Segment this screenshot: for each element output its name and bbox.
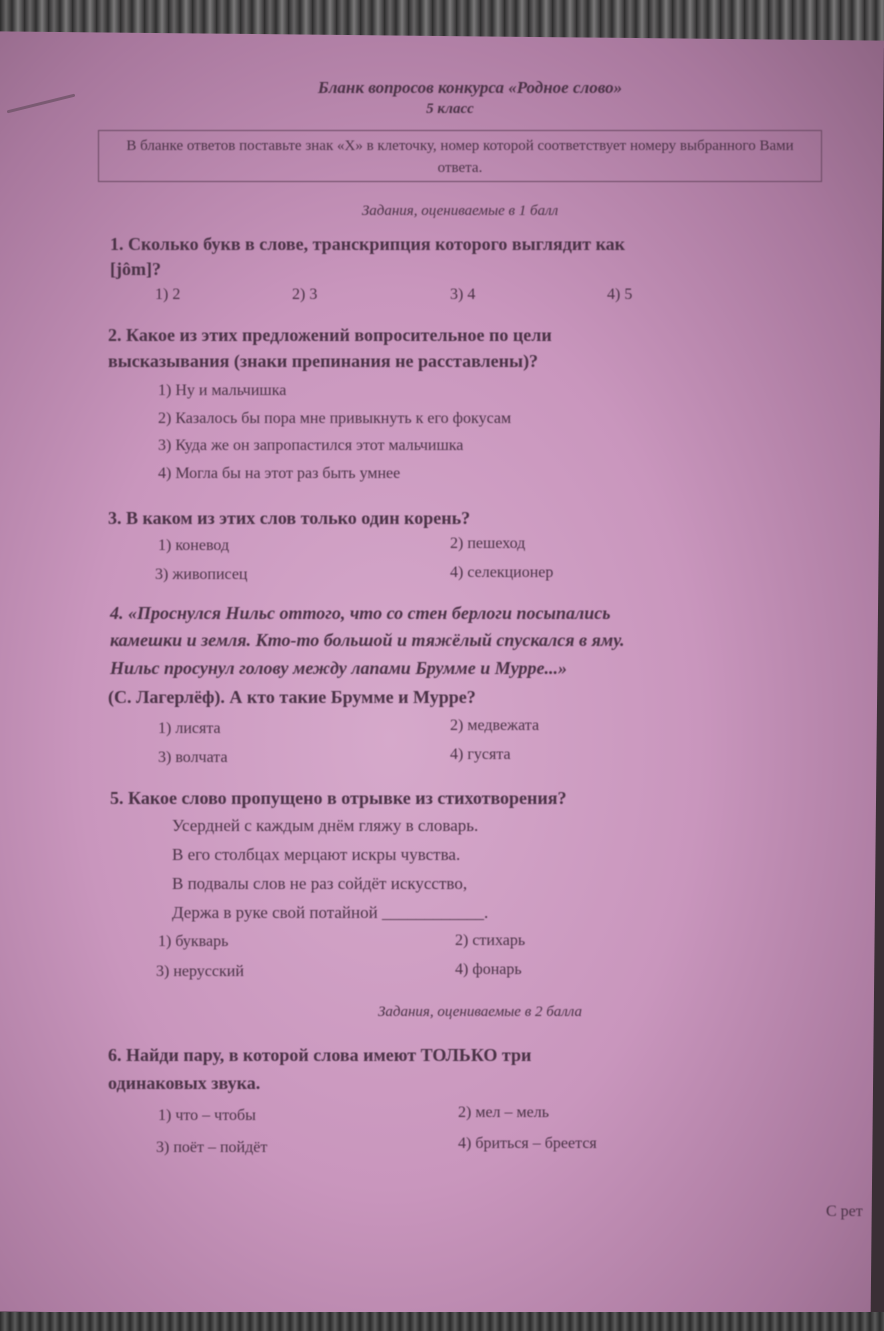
poem-line-4: Держа в руке свой потайной ____________. — [172, 903, 489, 922]
question-2-line2: высказывания (знаки препинания не расставлены)? — [108, 351, 539, 371]
grade-label: 5 класс — [426, 101, 474, 117]
section-2-label: Задания, оцениваемые в 2 балла — [377, 1004, 583, 1020]
section-1-label: Задания, оцениваемые в 1 балл — [361, 203, 559, 219]
q6-option-2: 2) мел – мель — [458, 1104, 550, 1121]
q3-option-3: 3) живописец — [155, 566, 248, 583]
poem-line-1: Усердней с каждым днём гляжу в словарь. — [172, 816, 479, 835]
instruction-box: В бланке ответов поставьте знак «Х» в клеточку, номер которой соответствует номеру выбранного Вами ответа. — [98, 130, 822, 182]
q1-option-3: 3) 4 — [450, 286, 476, 303]
q1-option-1: 1) 2 — [155, 286, 181, 303]
q4-option-3: 3) волчата — [158, 749, 228, 766]
question-3: 3. В каком из этих слов только один корень? — [108, 508, 471, 528]
q4-option-1: 1) лисята — [158, 720, 221, 737]
q3-option-1: 1) коневод — [158, 537, 230, 554]
q4-option-4: 4) гусята — [450, 746, 511, 763]
q5-option-4: 4) фонарь — [455, 961, 522, 978]
question-6-line1: 6. Найди пару, в которой слова имеют ТОЛЬКО три — [108, 1045, 532, 1065]
q2-option-2: 2) Казалось бы пора мне привыкнуть к его фокусам — [158, 410, 512, 427]
q3-option-2: 2) пешеход — [450, 535, 526, 552]
question-4-line3: Нильс просунул голову между лапами Брумме и Мурре...» — [110, 658, 567, 678]
q6-option-4: 4) бриться – бреется — [458, 1135, 597, 1152]
question-5: 5. Какое слово пропущено в отрывке из стихотворения? — [110, 788, 567, 808]
q6-option-1: 1) что – чтобы — [158, 1107, 256, 1124]
q5-option-2: 2) стихарь — [455, 932, 526, 949]
q3-option-4: 4) селекционер — [450, 564, 554, 581]
question-4-line1: 4. «Проснулся Нильс оттого, что со стен берлоги посыпались — [110, 603, 611, 623]
question-2-line1: 2. Какое из этих предложений вопросительное по цели — [108, 325, 552, 345]
poem-line-2: В его столбцах мерцают искры чувства. — [172, 845, 461, 864]
question-1-line2: [jôm]? — [110, 259, 161, 279]
q5-option-3: 3) нерусский — [156, 963, 244, 980]
question-4-line4: (С. Лагерлёф). А кто такие Брумме и Мурре? — [108, 687, 476, 707]
q5-option-1: 1) букварь — [158, 933, 229, 950]
question-6-line2: одинаковых звука. — [108, 1073, 261, 1093]
q4-option-2: 2) медвежата — [450, 717, 540, 734]
poem-line-3: В подвалы слов не раз сойдёт искусство, — [172, 874, 468, 893]
q6-option-3: 3) поёт – пойдёт — [156, 1139, 268, 1156]
question-1-line1: 1. Сколько букв в слове, транскрипция которого выглядит как — [110, 234, 626, 254]
q1-option-4: 4) 5 — [607, 286, 633, 303]
cut-off-text: С рет — [826, 1203, 863, 1220]
q2-option-1: 1) Ну и мальчишка — [158, 382, 287, 399]
question-4-line2: камешки и земля. Кто-то большой и тяжёлый спускался в яму. — [110, 630, 625, 650]
q1-option-2: 2) 3 — [292, 286, 318, 303]
q2-option-4: 4) Могла бы на этот раз быть умнее — [158, 465, 401, 482]
q2-option-3: 3) Куда же он запропастился этот мальчишка — [158, 437, 464, 454]
document-title: Бланк вопросов конкурса «Родное слово» — [317, 78, 623, 97]
